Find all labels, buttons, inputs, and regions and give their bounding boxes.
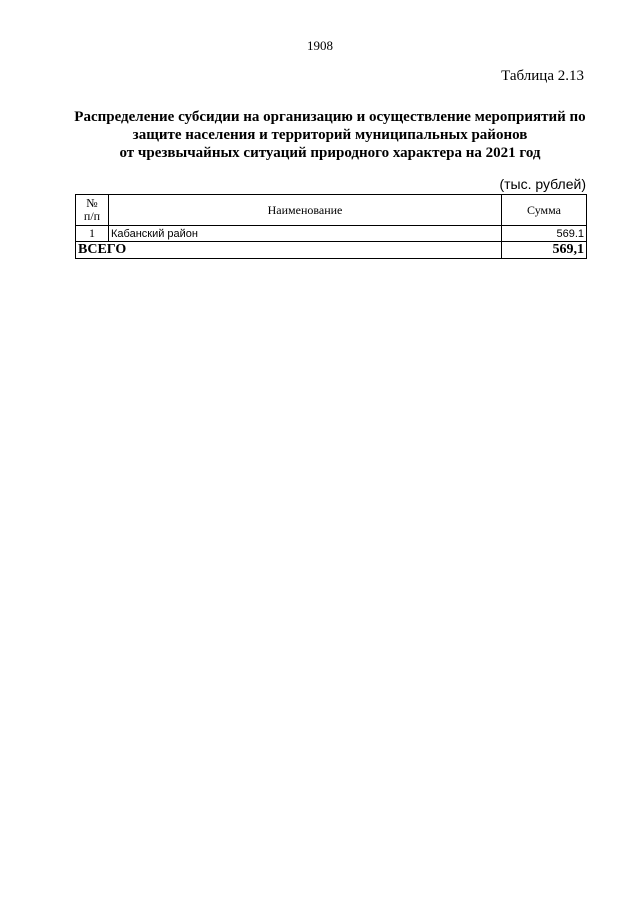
header-number: [76, 195, 109, 226]
table-label: Таблица 2.13: [501, 68, 584, 84]
title-line-1: Распределение субсидии на организацию и осуществление мероприятий по: [74, 109, 586, 125]
header-number-abbr: п/п: [83, 209, 101, 223]
row-name: Кабанский район: [109, 226, 502, 242]
header-name: Наименование: [109, 195, 502, 226]
total-row: [76, 242, 587, 259]
page-number: 1908: [307, 38, 333, 53]
row-number: 1: [76, 226, 109, 242]
subsidy-table: [75, 194, 587, 259]
table-header-row: [76, 195, 587, 226]
total-label: ВСЕГО: [76, 242, 502, 259]
table-row: [76, 226, 587, 242]
header-sum: Сумма: [502, 195, 587, 226]
row-sum: 569.1: [502, 226, 587, 242]
document-title: [60, 108, 600, 162]
units-label: (тыс. рублей): [499, 176, 586, 192]
title-line-3: от чрезвычайных ситуаций природного характера на 2021 год: [119, 145, 541, 161]
total-sum: 569,1: [502, 242, 587, 259]
title-line-2: защите населения и территорий муниципальных районов: [132, 127, 528, 143]
header-number-symbol: №: [86, 196, 98, 210]
